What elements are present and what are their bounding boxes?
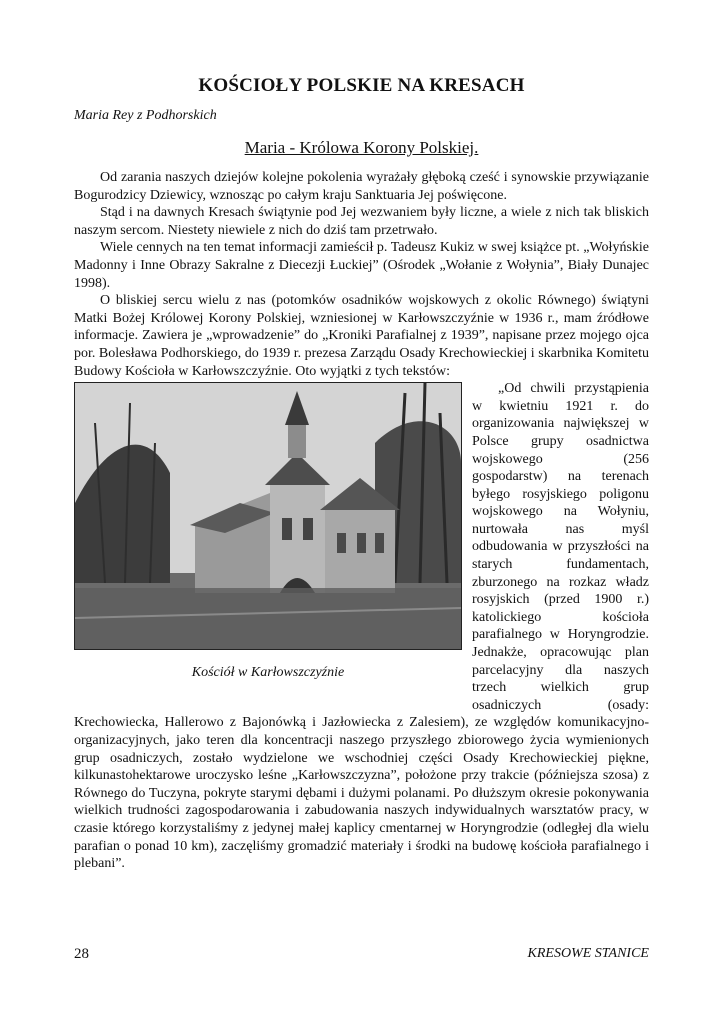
article-author: Maria Rey z Podhorskich [74, 108, 217, 123]
article-title: KOŚCIOŁY POLSKIE NA KRESACH [198, 75, 525, 96]
figure-caption: Kościół w Karłowszczyźnie [191, 665, 345, 681]
article-body [74, 169, 649, 873]
article-subtitle: Maria - Królowa Korony Polskiej. [244, 138, 479, 157]
church-photo [74, 382, 462, 650]
paragraph: Stąd i na dawnych Kresach świątynie pod Jej wezwaniem były liczne, a wiele z nich tak bliskich naszym sercom. Niestety niewiele z nich do dziś tam przetrwało. [74, 205, 649, 238]
paragraph: O bliskiej sercu wielu z nas (potomków osadników wojskowych z okolic Równego) świątyni Matki Bożej Królowej Korony Polskiej, wzniesionej w Karłowszczyźnie w 1936 r., mam źródłowe informacje. Zawiera je „wprowadzenie” do „Kroniki Parafialnej z 1939”, napisane przez mojego ojca por. Bolesława Podhorskiego, do 1939 r. prezesa Zarządu Osady Krechowieckiej i skarbnika Komitetu Budowy Kościoła w Karłowszczyźnie. Oto wyjątki z tych tekstów: [74, 293, 650, 379]
page-number: 28 [74, 946, 89, 962]
paragraph: Od zarania naszych dziejów kolejne pokolenia wyrażały głęboką cześć i synowskie przywiązanie Bogurodzicy Dziewicy, wznosząc po całym kraju Sanktuaria Jej poświęcone. [74, 170, 649, 203]
figure [74, 382, 462, 708]
paragraph: „Od chwili przystąpienia w kwietniu 1921 r. do organizowania największej w Polsce grupy osadnictwa wojskowego (256 gospodarstw) na terenach byłego rosyjskiego poligonu wojskowego na Wołyniu, nurtowała nas myśl odbudowania w przyszłości na starych fundamentach, zburzonego na rozkaz władz rosyjskich (przed 1900 r.) katolickiego kościoła parafialnego w Horyngrodzie. Jednakże, opracowując plan parcelacyjny dla naszych trzech wielkich grup osadniczych (osady: Krechowiecka, Hallerowo z Bajonówką i Jazłowiecka z Zalesiem), ze względów komunikacyjno-organizacyjnych, jako teren dla koncentracji naszego przyszłego zbiorowego życia wymienionych grup osadniczych, zostało wydzielone we wschodniej części Osady Krechowieckiej piękne, kilkunastohektarowe uroczysko leśne „Karłowszczyzna”, położone przy trakcie (późniejsza szosa) z Równego do Tuczyna, pokryte starymi dębami i dużymi polanami. Po dłuższym okresie pokonywania wielkich trudności zagospodarowania i zabudowania naszych indywidualnych warsztatów pracy, w czasie którego korzystaliśmy z jedynej małej kaplicy cmentarnej w Horyngrodzie (odległej dla wielu parafian o ponad 10 km), zaczęliśmy gromadzić materiały i środki na budowę kościoła parafialnego i plebani”. [74, 381, 649, 872]
publication-name: KRESOWE STANICE [527, 946, 649, 961]
paragraph: Wiele cennych na ten temat informacji zamieścił p. Tadeusz Kukiz w swej książce pt. „Wołyńskie Madonny i Inne Obrazy Sakralne z Diecezji Łuckiej” (Ośrodek „Wołanie z Wołynia”, Biały Dunajec 1998). [74, 240, 649, 291]
